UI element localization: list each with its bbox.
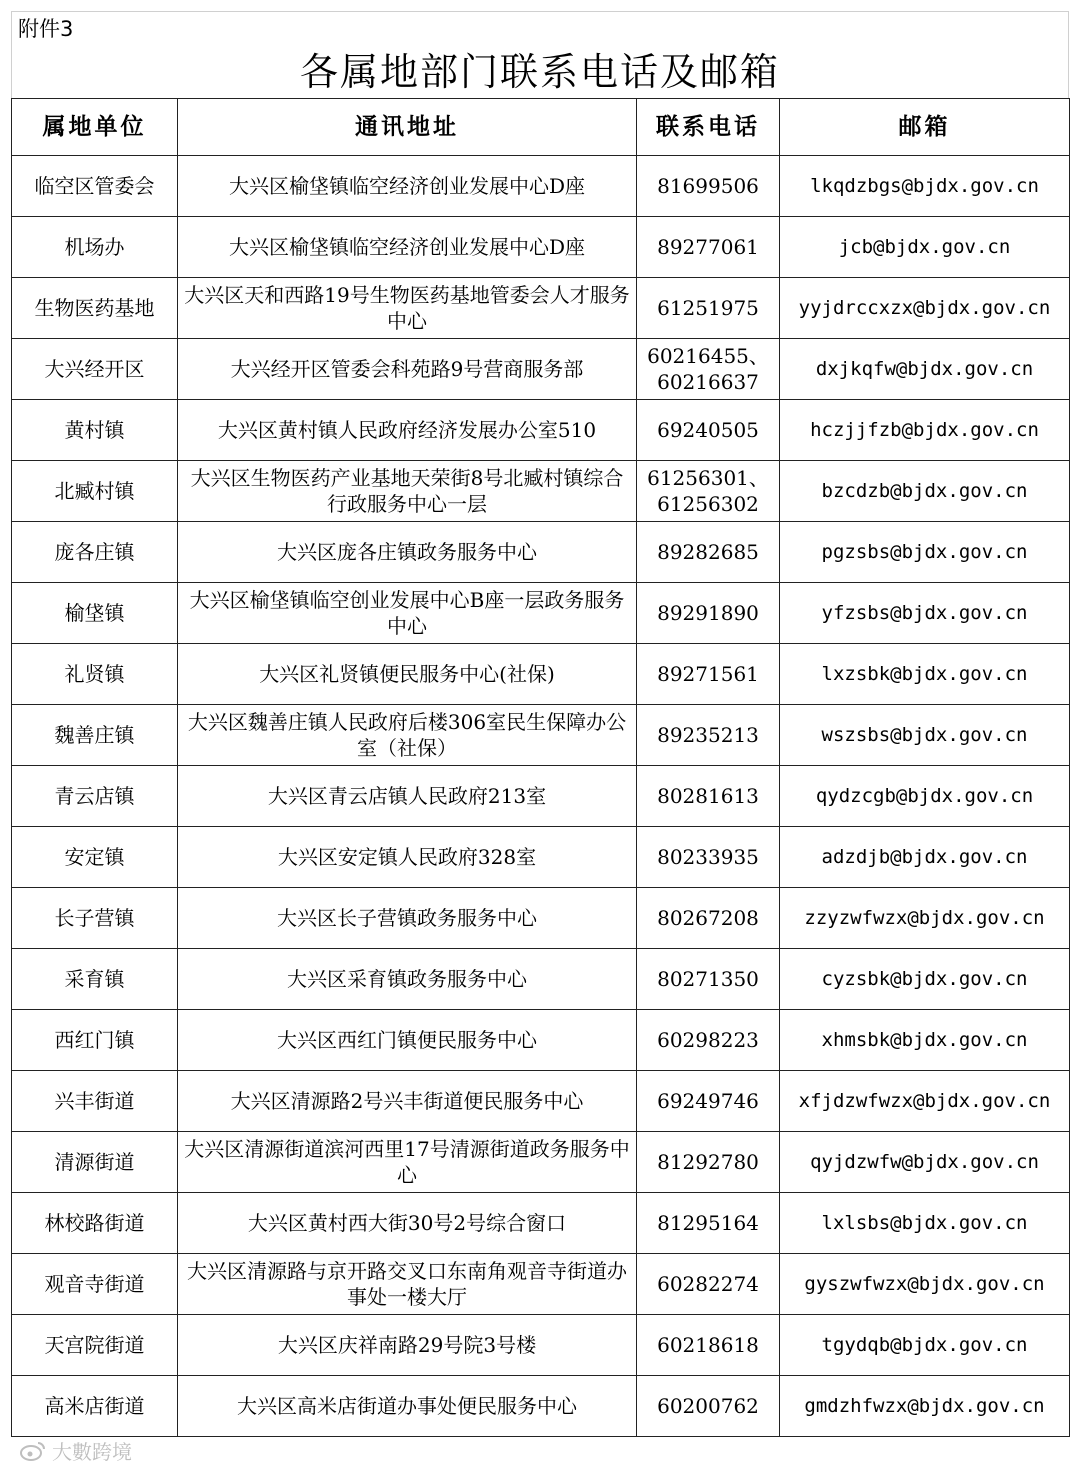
cell-phone: 69240505: [637, 400, 780, 461]
table-row: [12, 949, 1070, 1010]
cell-unit: 青云店镇: [12, 766, 178, 827]
cell-email: bzcdzb@bjdx.gov.cn: [780, 461, 1070, 522]
table-row: [12, 1254, 1070, 1315]
table-row: [12, 1071, 1070, 1132]
table-row: [12, 461, 1070, 522]
table-row: [12, 400, 1070, 461]
table-row: [12, 583, 1070, 644]
table-row: [12, 1376, 1070, 1437]
cell-address: 大兴区魏善庄镇人民政府后楼306室民生保障办公室（社保）: [178, 705, 637, 766]
document-sheet: [11, 11, 1069, 1437]
cell-address: 大兴区清源街道滨河西里17号清源街道政务服务中心: [178, 1132, 637, 1193]
cell-email: cyzsbk@bjdx.gov.cn: [780, 949, 1070, 1010]
cell-phone: 69249746: [637, 1071, 780, 1132]
cell-email: xhmsbk@bjdx.gov.cn: [780, 1010, 1070, 1071]
cell-address: 大兴区采育镇政务服务中心: [178, 949, 637, 1010]
cell-email: gyszwfwzx@bjdx.gov.cn: [780, 1254, 1070, 1315]
header-unit: 属地单位: [12, 99, 178, 156]
cell-phone: 60298223: [637, 1010, 780, 1071]
cell-phone: 81295164: [637, 1193, 780, 1254]
cell-unit: 北臧村镇: [12, 461, 178, 522]
cell-unit: 礼贤镇: [12, 644, 178, 705]
cell-unit: 大兴经开区: [12, 339, 178, 400]
cell-unit: 庞各庄镇: [12, 522, 178, 583]
cell-email: pgzsbs@bjdx.gov.cn: [780, 522, 1070, 583]
cell-unit: 临空区管委会: [12, 156, 178, 217]
header-address: 通讯地址: [178, 99, 637, 156]
table-row: [12, 827, 1070, 888]
cell-address: 大兴区西红门镇便民服务中心: [178, 1010, 637, 1071]
attachment-label: 附件3: [11, 11, 1069, 46]
cell-phone: 60216455、60216637: [637, 339, 780, 400]
cell-address: 大兴区生物医药产业基地天荣街8号北臧村镇综合行政服务中心一层: [178, 461, 637, 522]
cell-unit: 长子营镇: [12, 888, 178, 949]
cell-unit: 机场办: [12, 217, 178, 278]
table-row: [12, 156, 1070, 217]
cell-email: lxzsbk@bjdx.gov.cn: [780, 644, 1070, 705]
cell-unit: 采育镇: [12, 949, 178, 1010]
watermark: [20, 1436, 132, 1465]
cell-address: 大兴经开区管委会科苑路9号营商服务部: [178, 339, 637, 400]
cell-phone: 89291890: [637, 583, 780, 644]
table-row: [12, 644, 1070, 705]
watermark-text: 大數跨境: [52, 1440, 132, 1464]
cell-phone: 60200762: [637, 1376, 780, 1437]
table-header-row: [12, 99, 1070, 156]
cell-phone: 89235213: [637, 705, 780, 766]
table-row: [12, 1315, 1070, 1376]
cell-unit: 西红门镇: [12, 1010, 178, 1071]
cell-unit: 清源街道: [12, 1132, 178, 1193]
cell-phone: 80267208: [637, 888, 780, 949]
cell-address: 大兴区黄村镇人民政府经济发展办公室510: [178, 400, 637, 461]
table-row: [12, 1132, 1070, 1193]
table-body: [12, 156, 1070, 1437]
cell-email: gmdzhfwzx@bjdx.gov.cn: [780, 1376, 1070, 1437]
cell-email: dxjkqfw@bjdx.gov.cn: [780, 339, 1070, 400]
cell-address: 大兴区黄村西大街30号2号综合窗口: [178, 1193, 637, 1254]
table-row: [12, 888, 1070, 949]
table-row: [12, 522, 1070, 583]
table-row: [12, 1193, 1070, 1254]
cell-unit: 生物医药基地: [12, 278, 178, 339]
cell-phone: 60282274: [637, 1254, 780, 1315]
cell-unit: 观音寺街道: [12, 1254, 178, 1315]
cell-phone: 89282685: [637, 522, 780, 583]
cell-phone: 61251975: [637, 278, 780, 339]
cell-unit: 魏善庄镇: [12, 705, 178, 766]
cell-address: 大兴区天和西路19号生物医药基地管委会人才服务中心: [178, 278, 637, 339]
cell-email: tgydqb@bjdx.gov.cn: [780, 1315, 1070, 1376]
cell-email: lxlsbs@bjdx.gov.cn: [780, 1193, 1070, 1254]
cell-email: qyjdzwfw@bjdx.gov.cn: [780, 1132, 1070, 1193]
cell-address: 大兴区榆垡镇临空经济创业发展中心D座: [178, 217, 637, 278]
cell-unit: 高米店街道: [12, 1376, 178, 1437]
cell-phone: 80233935: [637, 827, 780, 888]
cell-phone: 81292780: [637, 1132, 780, 1193]
cell-unit: 林校路街道: [12, 1193, 178, 1254]
cell-email: zzyzwfwzx@bjdx.gov.cn: [780, 888, 1070, 949]
page-title: 各属地部门联系电话及邮箱: [11, 46, 1069, 98]
cell-address: 大兴区榆垡镇临空经济创业发展中心D座: [178, 156, 637, 217]
cell-phone: 89271561: [637, 644, 780, 705]
cell-email: xfjdzwfwzx@bjdx.gov.cn: [780, 1071, 1070, 1132]
cell-address: 大兴区青云店镇人民政府213室: [178, 766, 637, 827]
cell-email: jcb@bjdx.gov.cn: [780, 217, 1070, 278]
cell-email: lkqdzbgs@bjdx.gov.cn: [780, 156, 1070, 217]
cell-email: hczjjfzb@bjdx.gov.cn: [780, 400, 1070, 461]
cell-email: adzdjb@bjdx.gov.cn: [780, 827, 1070, 888]
cell-phone: 60218618: [637, 1315, 780, 1376]
cell-address: 大兴区长子营镇政务服务中心: [178, 888, 637, 949]
table-row: [12, 217, 1070, 278]
header-email: 邮箱: [780, 99, 1070, 156]
cell-email: yfzsbs@bjdx.gov.cn: [780, 583, 1070, 644]
table-row: [12, 705, 1070, 766]
cell-address: 大兴区榆垡镇临空创业发展中心B座一层政务服务中心: [178, 583, 637, 644]
contact-table: [11, 98, 1070, 1437]
cell-unit: 天宫院街道: [12, 1315, 178, 1376]
cell-phone: 80271350: [637, 949, 780, 1010]
cell-phone: 80281613: [637, 766, 780, 827]
cell-phone: 61256301、61256302: [637, 461, 780, 522]
cell-phone: 81699506: [637, 156, 780, 217]
cell-email: qydzcgb@bjdx.gov.cn: [780, 766, 1070, 827]
cell-unit: 榆垡镇: [12, 583, 178, 644]
cell-address: 大兴区高米店街道办事处便民服务中心: [178, 1376, 637, 1437]
cell-email: yyjdrccxzx@bjdx.gov.cn: [780, 278, 1070, 339]
cell-address: 大兴区庞各庄镇政务服务中心: [178, 522, 637, 583]
cell-unit: 安定镇: [12, 827, 178, 888]
cell-unit: 兴丰街道: [12, 1071, 178, 1132]
header-phone: 联系电话: [637, 99, 780, 156]
table-row: [12, 339, 1070, 400]
cell-email: wszsbs@bjdx.gov.cn: [780, 705, 1070, 766]
table-row: [12, 1010, 1070, 1071]
cell-unit: 黄村镇: [12, 400, 178, 461]
table-row: [12, 278, 1070, 339]
cell-address: 大兴区礼贤镇便民服务中心(社保): [178, 644, 637, 705]
cell-address: 大兴区清源路2号兴丰街道便民服务中心: [178, 1071, 637, 1132]
cell-address: 大兴区清源路与京开路交叉口东南角观音寺街道办事处一楼大厅: [178, 1254, 637, 1315]
table-row: [12, 766, 1070, 827]
cell-address: 大兴区安定镇人民政府328室: [178, 827, 637, 888]
cell-address: 大兴区庆祥南路29号院3号楼: [178, 1315, 637, 1376]
cell-phone: 89277061: [637, 217, 780, 278]
weibo-icon: [20, 1440, 46, 1462]
